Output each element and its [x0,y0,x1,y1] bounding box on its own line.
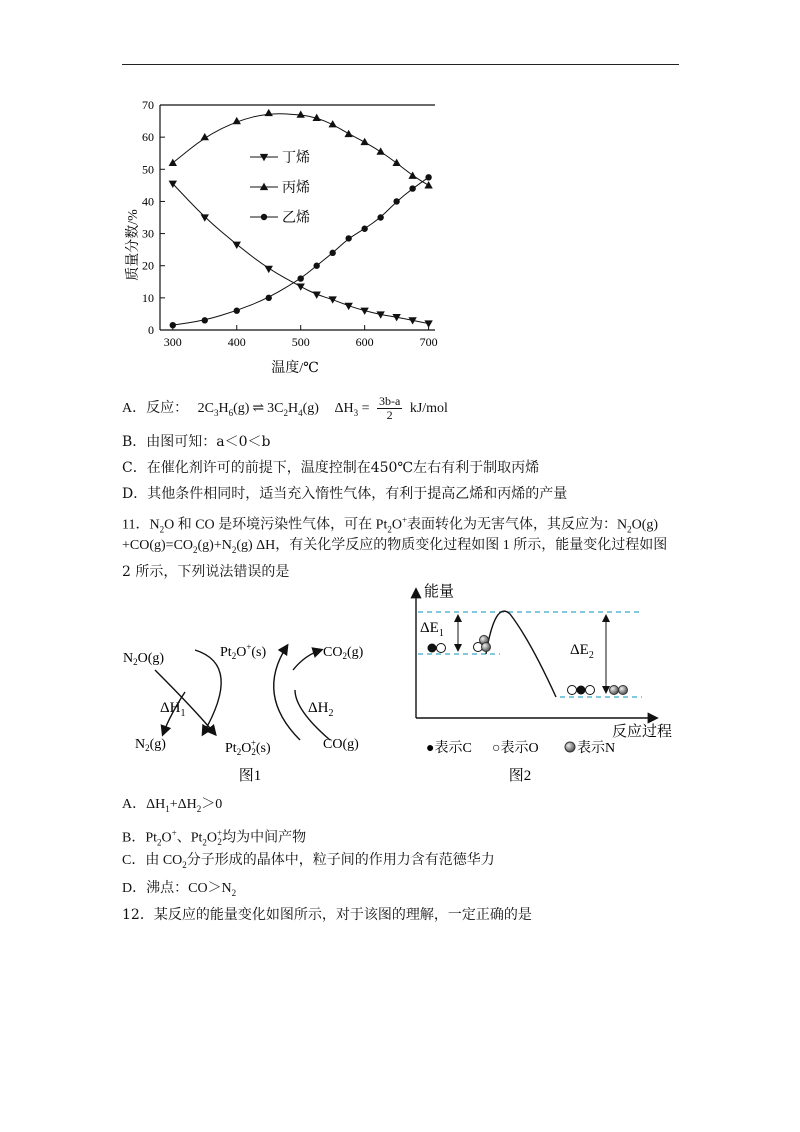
data-point-2 [329,250,335,256]
co-label: CO(g) [323,737,359,752]
eq-sub: 3 [213,407,219,418]
data-point-2 [409,185,415,191]
q12-stem: 12．某反应的能量变化如图所示，对于该图的理解，一定正确的是 [122,907,532,923]
eq-g: (g) [233,401,250,416]
t: D．沸点：CO＞N [122,881,232,896]
figure-2-energy-diagram [400,580,690,790]
t: C．由 CO [122,853,183,868]
q10-a-equation [198,401,319,416]
dh2-label: $\Delta H_2$ [308,700,334,719]
cycle-arc-right [274,646,300,740]
data-point-0 [424,320,432,327]
data-point-2 [393,198,399,204]
t: +CO(g)=CO [122,538,194,553]
o-atom [437,644,446,653]
y-tick-label: 40 [142,194,154,209]
data-point-2 [377,214,383,220]
dh1-label: $\Delta H_1$ [160,700,186,719]
t: ＞0 [201,797,223,812]
eq-3c: 3C [267,401,284,416]
unit: kJ/mol [409,401,448,416]
x-tick-label: 700 [419,335,438,349]
cycle-arc-left [195,650,221,734]
x-axis-label: 温度/℃ [271,361,319,376]
legend-n: 表示N [577,741,616,756]
figure-1-caption: 图1 [238,768,262,784]
q10-option-b: B．由图可知：a＜0＜b [122,434,271,450]
q11-option-b [122,823,306,852]
q11-stem-line2 [122,536,667,560]
data-point-2 [313,263,319,269]
data-point-0 [328,296,336,303]
legend-c: ●表示C [426,741,472,756]
t: 2 [159,524,165,535]
t: 11．N [122,517,160,533]
data-point-1 [360,138,368,145]
q10-option-a [122,394,448,424]
y-tick-label: 70 [142,98,154,112]
c-atom [428,644,437,653]
t: 2 [193,544,198,555]
o-atom [568,686,577,695]
n-atom [482,643,491,652]
data-point-1 [344,130,352,137]
t: 均为中间产物 [222,830,307,846]
q10-option-d: D．其他条件相同时，适当充入惰性气体，有利于提高乙烯和丙烯的产量 [122,486,568,502]
t: 分子形成的晶体中，粒子间的作用力含有范德华力 [186,853,495,868]
data-point-0 [296,283,304,290]
legend-marker-2 [261,214,267,220]
header-rule [122,64,679,65]
q11-option-c [122,851,495,875]
t: 、Pt [176,830,203,846]
data-point-2 [266,295,272,301]
t: A．ΔH [122,797,166,812]
pt2o2-plus-label: $Pt_2O_2+(s)$ [225,738,271,757]
t: O 和 CO 是环境污染性气体，可在 Pt [164,517,388,533]
cycle-arc-right-out [293,650,321,670]
data-point-1 [376,147,384,154]
t: 2 [196,803,202,814]
energy-curve [486,611,556,697]
data-point-2 [170,322,176,328]
t: 1 [165,803,170,814]
legend-marks [250,154,278,220]
t: O(g) [631,517,659,533]
data-point-1 [392,159,400,166]
eq-sub: 2 [283,407,288,418]
legend-label-propene: 丙烯 [282,181,310,196]
y-tick-label: 60 [142,130,154,145]
figure-2-caption: 图2 [508,768,532,784]
mass-fraction-chart [110,90,450,380]
legend-o: ○表示O [492,741,539,756]
x-tick-label: 300 [163,335,182,349]
c-atom [577,686,586,695]
data-point-2 [234,308,240,314]
t: + [217,828,223,839]
eq-sub: 6 [228,407,234,418]
co2-label: $CO_2(g)$ [323,645,364,661]
data-point-2 [297,275,303,281]
y-tick-label: 30 [142,226,154,241]
data-point-1 [296,110,304,117]
t: O [206,830,218,846]
t: 2 [231,887,237,898]
q11-option-d [122,879,236,903]
n-atom [610,686,619,695]
data-point-0 [201,214,209,221]
equilibrium-arrow: ⇌ [252,401,265,416]
t: 表面转化为无害气体，其反应为：N [407,517,628,533]
legend-label-butene: 丁烯 [282,151,310,166]
t: 2 [231,544,237,555]
y-tick-label: 50 [142,162,154,177]
figure-1-cycle [115,630,385,790]
energy-axis-label: 能量 [424,584,455,600]
eq-g: (g) [302,401,319,416]
t: 2 [182,859,187,870]
y-tick-label: 20 [142,258,154,273]
legend-marker-0 [260,154,268,161]
x-tick-label: 400 [227,335,246,349]
eq-sub: 4 [298,407,303,418]
n-atom [619,686,628,695]
dh3-sub: 3 [353,407,359,418]
t: 2 [387,524,392,535]
data-point-2 [345,235,351,241]
t: (g) ΔH，有关化学反应的物质变化过程如图 1 所示，能量变化过程如图 [236,538,668,553]
t: O [391,517,402,533]
y-axis-label: 质量分数/% [126,209,141,281]
t: 2 [217,837,222,848]
o-atom [586,686,595,695]
data-point-1 [424,181,432,188]
x-tick-label: 600 [355,335,374,349]
t: O [161,830,172,846]
data-point-2 [202,317,208,323]
eq-2c: 2C [197,401,214,416]
y-tick-label: 0 [148,323,154,337]
fraction [377,395,402,422]
process-axis-label: 反应过程 [612,724,673,740]
t: + [401,515,408,525]
data-point-2 [425,174,431,180]
equals: = [361,401,370,416]
q10-a-label: A．反应： [122,401,189,416]
series-line-2 [173,177,429,325]
n2o-label: $N_2O(g)$ [123,651,165,667]
t: +ΔH [169,797,197,812]
t: B．Pt [122,830,158,846]
t: 2 [157,837,162,848]
legend-n-ball [565,742,575,752]
e1-label: $\Delta E_1$ [420,620,444,639]
e2-label: $\Delta E_2$ [570,642,594,661]
t: + [171,828,177,838]
data-point-1 [265,109,273,116]
t: 2 [627,524,632,535]
t: 2 [202,837,207,848]
data-point-1 [169,159,177,166]
q10-option-c: C．在催化剂许可的前提下，温度控制在450℃左右有利于制取丙烯 [122,460,540,476]
data-point-2 [361,226,367,232]
t: (g)+N [197,538,232,553]
pt2o-plus-label: $Pt_2O^+(s)$ [220,642,267,661]
series-line-1 [173,114,429,186]
x-tick-label: 500 [291,335,310,349]
fraction-denominator: 2 [386,408,393,423]
fraction-numerator: 3b-a [378,394,401,409]
series-line-0 [173,184,429,324]
legend-label-ethene: 乙烯 [282,211,310,226]
eq-h: H [288,401,299,416]
eq-h: H [218,401,229,416]
y-tick-label: 10 [142,290,154,305]
legend-marker-1 [260,183,268,190]
q11-stem-line3: 2 所示，下列说法错误的是 [122,564,290,580]
data-point-0 [233,242,241,249]
q11-option-a [122,795,222,819]
dh3: ΔH [334,401,354,416]
n2-label: $N_2(g)$ [135,737,166,753]
